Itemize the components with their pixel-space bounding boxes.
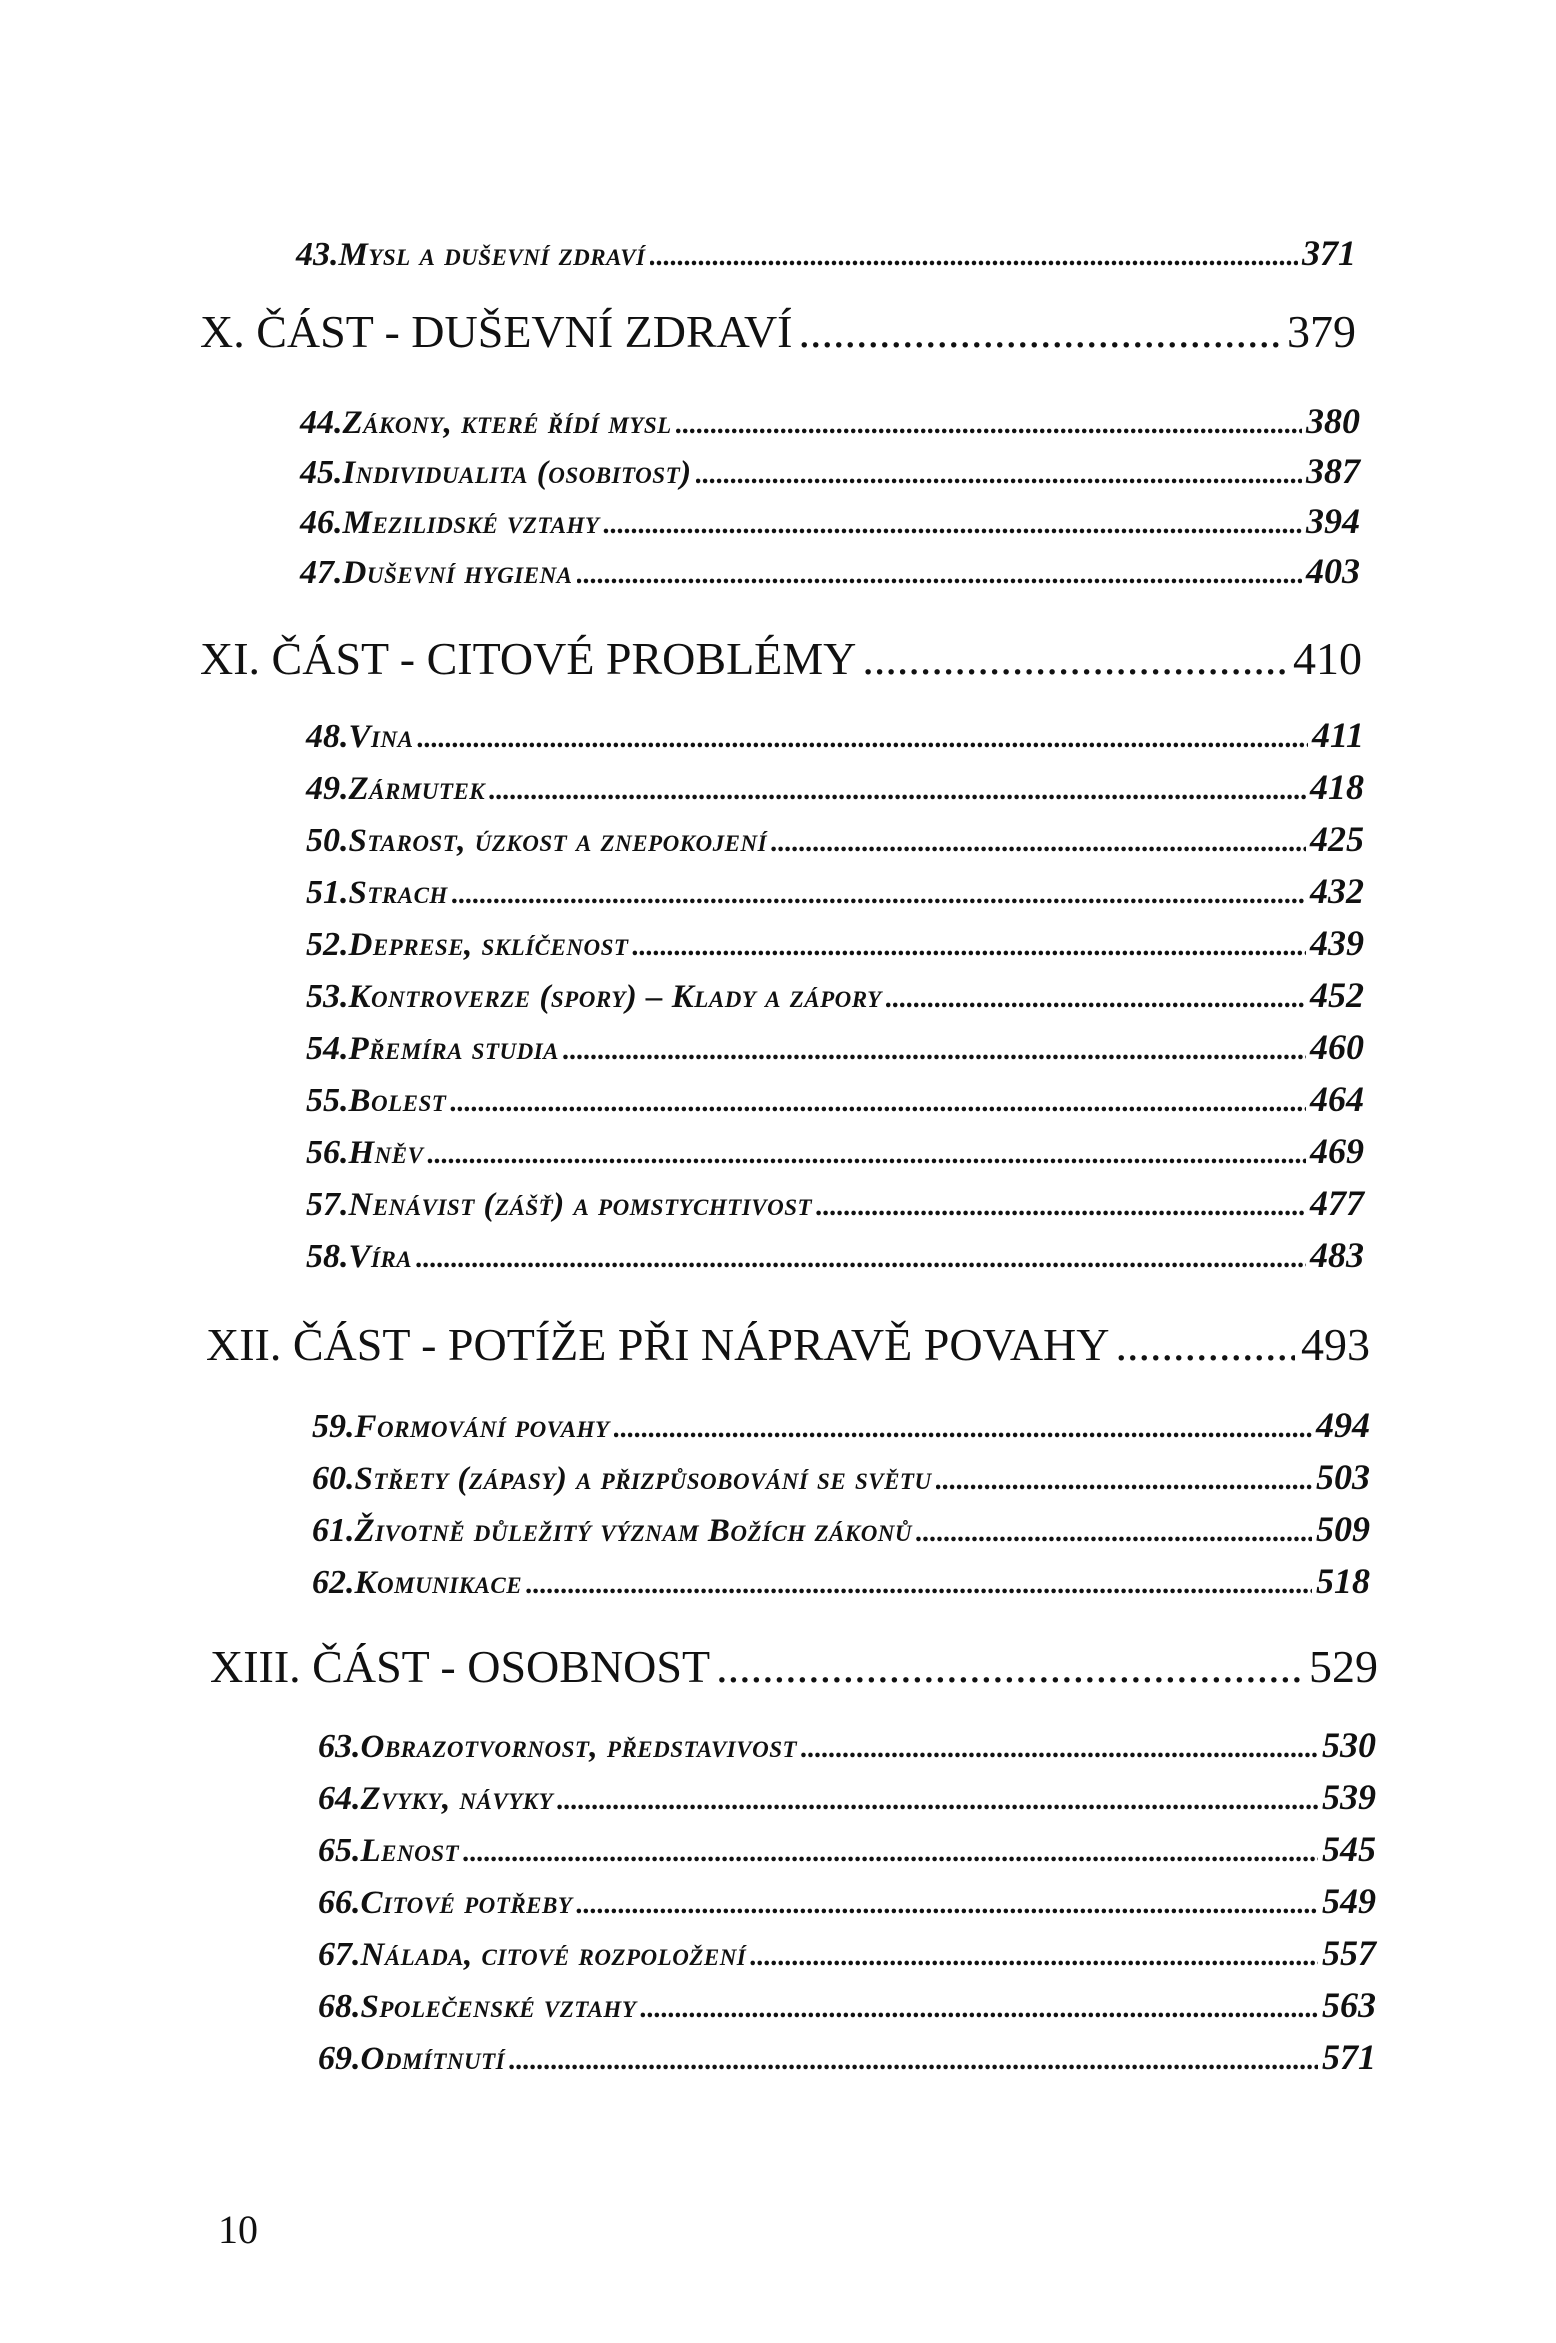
chapter-title: Strach <box>348 875 448 911</box>
chapter-title: Citové potřeby <box>360 1885 573 1921</box>
dot-leader <box>576 1885 1318 1922</box>
dot-leader <box>452 875 1306 912</box>
dot-leader <box>816 1187 1306 1224</box>
page-number: 563 <box>1322 1985 1376 2025</box>
toc-chapter-57 <box>306 1182 1364 1224</box>
page-number: 460 <box>1310 1027 1364 1067</box>
dot-leader <box>526 1565 1312 1602</box>
chapter-title: Vina <box>348 719 414 755</box>
toc-chapter-44 <box>300 400 1360 442</box>
toc-part-x <box>200 305 1356 358</box>
page-number: 509 <box>1316 1509 1370 1549</box>
chapter-number: 65. <box>318 1832 361 1869</box>
page-number: 394 <box>1306 501 1360 541</box>
page-number: 452 <box>1310 975 1364 1015</box>
chapter-title: Mysl a duševní zdraví <box>338 237 646 273</box>
chapter-number: 60. <box>312 1460 355 1497</box>
toc-chapter-56 <box>306 1130 1364 1172</box>
chapter-number: 63. <box>318 1728 361 1765</box>
toc-chapter-58 <box>306 1234 1364 1276</box>
toc-chapter-60 <box>312 1456 1370 1498</box>
chapter-title: Víra <box>348 1239 413 1275</box>
toc-part-xii <box>206 1318 1370 1371</box>
chapter-title: Mezilidské vztahy <box>342 505 600 541</box>
page-number: 371 <box>1302 233 1356 273</box>
page-number: 418 <box>1310 767 1364 807</box>
dot-leader <box>916 1513 1312 1550</box>
chapter-title: Lenost <box>360 1833 460 1869</box>
dot-leader <box>450 1083 1306 1120</box>
chapter-title: Hněv <box>348 1135 424 1171</box>
toc-chapter-64 <box>318 1776 1376 1818</box>
dot-leader <box>557 1781 1318 1818</box>
chapter-title: Střety (zápasy) a přizpůsobování se světu <box>354 1461 932 1497</box>
chapter-title: Odmítnutí <box>360 2041 506 2077</box>
toc-chapter-55 <box>306 1078 1364 1120</box>
page-number: 379 <box>1287 306 1356 357</box>
toc-chapter-46 <box>300 500 1360 542</box>
chapter-title: Bolest <box>348 1083 447 1119</box>
toc-chapter-47 <box>300 550 1360 592</box>
chapter-number: 55. <box>306 1082 349 1119</box>
chapter-title: Deprese, sklíčenost <box>348 927 629 963</box>
chapter-number: 57. <box>306 1186 349 1223</box>
page-number: 529 <box>1309 1641 1378 1692</box>
part-title: XII. ČÁST - POTÍŽE PŘI NÁPRAVĚ POVAHY <box>206 1319 1110 1370</box>
chapter-number: 68. <box>318 1988 361 2025</box>
page-number: 483 <box>1310 1235 1364 1275</box>
chapter-title: Životně důležitý význam Božích zákonů <box>354 1513 913 1549</box>
chapter-number: 46. <box>300 504 343 541</box>
chapter-number: 64. <box>318 1780 361 1817</box>
page-number: 411 <box>1311 715 1364 755</box>
chapter-title: Duševní hygiena <box>342 555 573 591</box>
toc-chapter-43 <box>296 232 1356 274</box>
page-number: 387 <box>1306 451 1360 491</box>
part-title: XIII. ČÁST - OSOBNOST <box>210 1641 711 1692</box>
dot-leader <box>650 237 1298 274</box>
toc-chapter-53 <box>306 974 1364 1016</box>
dot-leader <box>771 823 1306 860</box>
page-number: 493 <box>1301 1319 1370 1370</box>
chapter-title: Společenské vztahy <box>360 1989 637 2025</box>
dot-leader <box>696 455 1302 492</box>
page-number: 439 <box>1310 923 1364 963</box>
chapter-number: 52. <box>306 926 349 963</box>
page-number: 469 <box>1310 1131 1364 1171</box>
chapter-title: Nenávist (zášť) a pomstychtivost <box>348 1187 813 1223</box>
chapter-number: 66. <box>318 1884 361 1921</box>
page-number: 425 <box>1310 819 1364 859</box>
chapter-number: 43. <box>296 236 339 273</box>
page-number: 518 <box>1316 1561 1370 1601</box>
page-number: 549 <box>1322 1881 1376 1921</box>
toc-chapter-65 <box>318 1828 1376 1870</box>
page-number: 539 <box>1322 1777 1376 1817</box>
toc-chapter-52 <box>306 922 1364 964</box>
chapter-title: Obrazotvornost, představivost <box>360 1729 798 1765</box>
dot-leader <box>1116 1318 1296 1371</box>
chapter-number: 49. <box>306 770 349 807</box>
part-title: X. ČÁST - DUŠEVNÍ ZDRAVÍ <box>200 306 793 357</box>
dot-leader <box>603 505 1302 542</box>
toc-chapter-59 <box>312 1404 1370 1446</box>
chapter-number: 58. <box>306 1238 349 1275</box>
chapter-title: Individualita (osobitost) <box>342 455 692 491</box>
chapter-title: Zármutek <box>348 771 486 807</box>
dot-leader <box>563 1031 1306 1068</box>
dot-leader <box>427 1135 1306 1172</box>
chapter-title: Zvyky, návyky <box>360 1781 554 1817</box>
chapter-number: 47. <box>300 554 343 591</box>
chapter-number: 61. <box>312 1512 355 1549</box>
page-number: 557 <box>1322 1933 1376 1973</box>
dot-leader <box>577 555 1302 592</box>
chapter-title: Zákony, které řídí mysl <box>342 405 672 441</box>
chapter-number: 69. <box>318 2040 361 2077</box>
page-number: 432 <box>1310 871 1364 911</box>
toc-chapter-66 <box>318 1880 1376 1922</box>
toc-chapter-67 <box>318 1932 1376 1974</box>
page-number: 530 <box>1322 1725 1376 1765</box>
chapter-number: 50. <box>306 822 349 859</box>
toc-chapter-48 <box>306 714 1364 756</box>
dot-leader <box>416 1239 1306 1276</box>
chapter-number: 48. <box>306 718 349 755</box>
chapter-title: Nálada, citové rozpoložení <box>360 1937 747 1973</box>
toc-chapter-68 <box>318 1984 1376 2026</box>
dot-leader <box>509 2041 1318 2078</box>
chapter-number: 56. <box>306 1134 349 1171</box>
toc-chapter-49 <box>306 766 1364 808</box>
toc-chapter-69 <box>318 2036 1376 2078</box>
toc-chapter-63 <box>318 1724 1376 1766</box>
dot-leader <box>614 1409 1312 1446</box>
dot-leader <box>640 1989 1318 2026</box>
page-number: 571 <box>1322 2037 1376 2077</box>
toc-part-xi <box>200 632 1362 685</box>
dot-leader <box>489 771 1306 808</box>
dot-leader <box>676 405 1302 442</box>
toc-chapter-50 <box>306 818 1364 860</box>
page-folio: 10 <box>218 2207 258 2252</box>
toc-chapter-61 <box>312 1508 1370 1550</box>
dot-leader <box>463 1833 1318 1870</box>
page-number: 503 <box>1316 1457 1370 1497</box>
page-number: 545 <box>1322 1829 1376 1869</box>
page-number: 477 <box>1310 1183 1364 1223</box>
chapter-title: Starost, úzkost a znepokojení <box>348 823 768 859</box>
chapter-title: Kontroverze (spory) – Klady a zápory <box>348 979 882 1015</box>
page-number: 410 <box>1293 633 1362 684</box>
chapter-number: 45. <box>300 454 343 491</box>
dot-leader <box>716 1640 1303 1693</box>
chapter-title: Přemíra studia <box>348 1031 560 1067</box>
dot-leader <box>632 927 1306 964</box>
chapter-number: 59. <box>312 1408 355 1445</box>
dot-leader <box>417 719 1308 756</box>
chapter-number: 54. <box>306 1030 349 1067</box>
dot-leader <box>801 1729 1318 1766</box>
chapter-title: Formování povahy <box>354 1409 610 1445</box>
dot-leader <box>886 979 1306 1016</box>
dot-leader <box>936 1461 1312 1498</box>
chapter-number: 53. <box>306 978 349 1015</box>
dot-leader <box>862 632 1287 685</box>
dot-leader <box>799 305 1282 358</box>
chapter-number: 62. <box>312 1564 355 1601</box>
part-title: XI. ČÁST - CITOVÉ PROBLÉMY <box>200 633 857 684</box>
chapter-number: 44. <box>300 404 343 441</box>
chapter-number: 67. <box>318 1936 361 1973</box>
toc-chapter-45 <box>300 450 1360 492</box>
chapter-title: Komunikace <box>354 1565 523 1601</box>
chapter-number: 51. <box>306 874 349 911</box>
toc-chapter-54 <box>306 1026 1364 1068</box>
toc-part-xiii <box>210 1640 1378 1693</box>
page-number: 494 <box>1316 1405 1370 1445</box>
toc-chapter-62 <box>312 1560 1370 1602</box>
toc-chapter-51 <box>306 870 1364 912</box>
page-number: 403 <box>1306 551 1360 591</box>
dot-leader <box>750 1937 1318 1974</box>
page-number: 464 <box>1310 1079 1364 1119</box>
page-number: 380 <box>1306 401 1360 441</box>
